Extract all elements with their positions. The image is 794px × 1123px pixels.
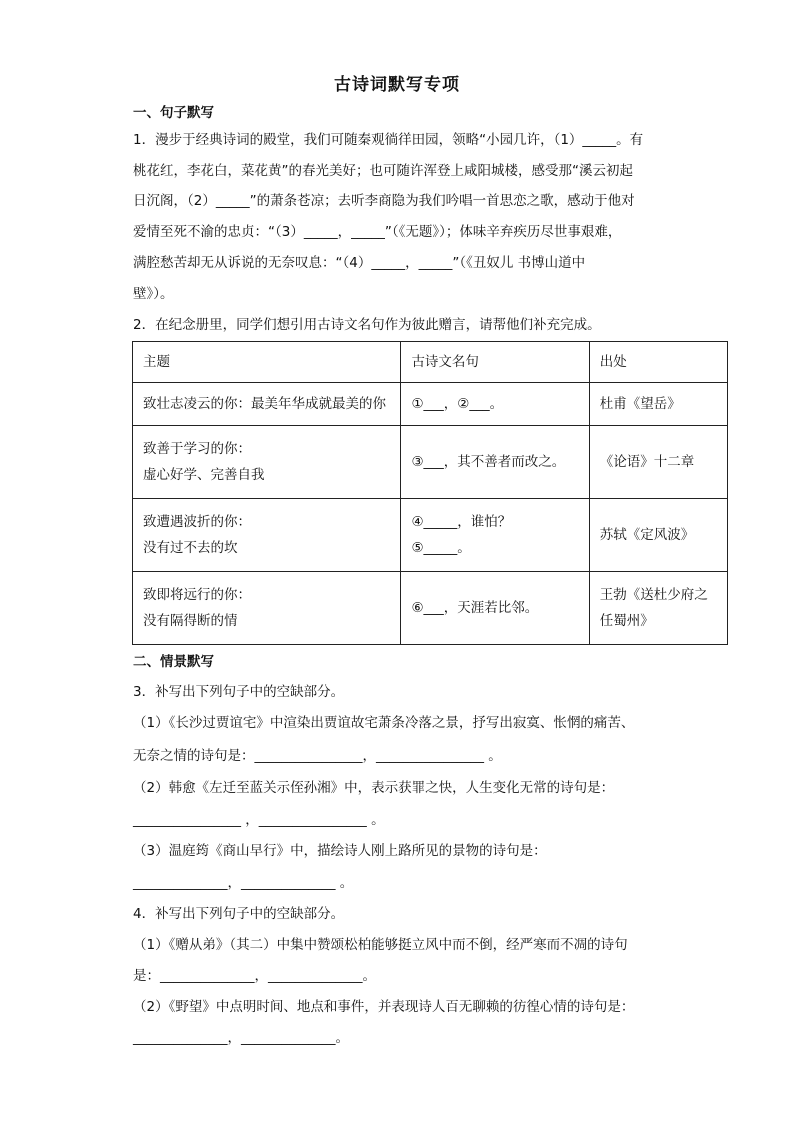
quote-text: ⑤_____。 — [411, 540, 471, 556]
theme-text: 没有过不去的坎 — [143, 540, 238, 556]
source-text: 杜甫《望岳》 — [599, 396, 681, 412]
source-cell — [589, 426, 727, 499]
q4-line: ______________，______________。 — [133, 1030, 349, 1046]
q1-line: 满腔愁苦却无从诉说的无奈叹息：“（4）_____，_____”（《丑奴儿 书博山道中 — [133, 255, 586, 271]
quote-cell — [401, 499, 589, 572]
table-header-row — [133, 342, 728, 383]
quote-cell — [401, 383, 589, 426]
q1-line: 桃花红，李花白，菜花黄”的春光美好；也可随许浑登上咸阳城楼，感受那“溪云初起 — [133, 163, 633, 179]
table-row — [133, 572, 728, 645]
theme-text: 没有隔得断的情 — [143, 613, 238, 629]
section-heading-1: 一、句子默写 — [133, 105, 214, 121]
q3-intro: 3．补写出下列句子中的空缺部分。 — [133, 684, 345, 700]
source-text: 《论语》十二章 — [599, 454, 695, 470]
table-row — [133, 383, 728, 426]
q1-line: 壁》）。 — [133, 286, 174, 302]
header-quote: 古诗文名句 — [401, 342, 589, 383]
quotes-table — [132, 341, 728, 645]
table-row — [133, 426, 728, 499]
theme-text: 致壮志凌云的你：最美年华成就最美的你 — [143, 396, 386, 412]
page-title: 古诗词默写专项 — [334, 75, 460, 95]
theme-text: 致即将远行的你： — [143, 587, 251, 603]
theme-text: 致遭遇波折的你： — [143, 514, 251, 530]
q1-line: 日沉阁，（2）_____”的萧条苍凉；去听李商隐为我们吟唱一首思恋之歌，感动于他对 — [133, 193, 635, 209]
theme-cell — [133, 426, 401, 499]
q2-intro: 2．在纪念册里，同学们想引用古诗文名句作为彼此赠言，请帮他们补充完成。 — [133, 317, 601, 333]
q1-line: 爱情至死不渝的忠贞：“（3）_____，_____”（《无题》）；体味辛弃疾历尽世事艰难， — [133, 224, 622, 240]
source-cell — [589, 383, 727, 426]
table-row — [133, 499, 728, 572]
theme-cell — [133, 572, 401, 645]
quote-text: ①___，②___。 — [411, 396, 504, 412]
theme-cell — [133, 383, 401, 426]
q3-line: （2）韩愈《左迁至蓝关示侄孙湘》中，表示获罪之快，人生变化无常的诗句是： — [133, 780, 615, 796]
q3-line: ________________ ，________________ 。 — [133, 812, 385, 828]
theme-text: 致善于学习的你： — [143, 441, 251, 457]
q3-line: （3）温庭筠《商山早行》中，描绘诗人刚上路所见的景物的诗句是： — [133, 843, 547, 859]
q4-line: （2）《野望》中点明时间、地点和事件，并表现诗人百无聊赖的彷徨心情的诗句是： — [133, 999, 635, 1015]
source-cell — [589, 572, 727, 645]
q3-line: 无奈之情的诗句是：________________，________________ 。 — [133, 748, 502, 764]
quote-text: ⑥___，天涯若比邻。 — [411, 600, 539, 616]
theme-text: 虚心好学、完善自我 — [143, 467, 265, 483]
quote-cell — [401, 572, 589, 645]
theme-cell — [133, 499, 401, 572]
source-text: 王勃《送杜少府之 — [599, 587, 708, 603]
quote-text: ③___，其不善者而改之。 — [411, 454, 566, 470]
section-heading-2: 二、情景默写 — [133, 654, 214, 670]
q4-intro: 4．补写出下列句子中的空缺部分。 — [133, 906, 345, 922]
source-text: 任蜀州》 — [599, 613, 654, 629]
source-text: 苏轼《定风波》 — [599, 527, 695, 543]
header-theme: 主题 — [133, 342, 401, 383]
quote-cell — [401, 426, 589, 499]
quote-text: ④_____，谁怕？ — [411, 514, 512, 530]
q3-line: （1）《长沙过贾谊宅》中渲染出贾谊故宅萧条冷落之景，抒写出寂寞、怅惘的痛苦、 — [133, 715, 635, 731]
q1-line: 1．漫步于经典诗词的殿堂，我们可随秦观徜徉田园，领略“小园几许，（1）_____。有 — [133, 132, 644, 148]
q3-line: ______________，______________ 。 — [133, 875, 354, 891]
source-cell — [589, 499, 727, 572]
q4-line: 是：______________，______________。 — [133, 968, 376, 984]
q4-line: （1）《赠从弟》（其二）中集中赞颂松柏能够挺立风中而不倒，经严寒而不凋的诗句 — [133, 937, 628, 953]
header-source: 出处 — [589, 342, 727, 383]
